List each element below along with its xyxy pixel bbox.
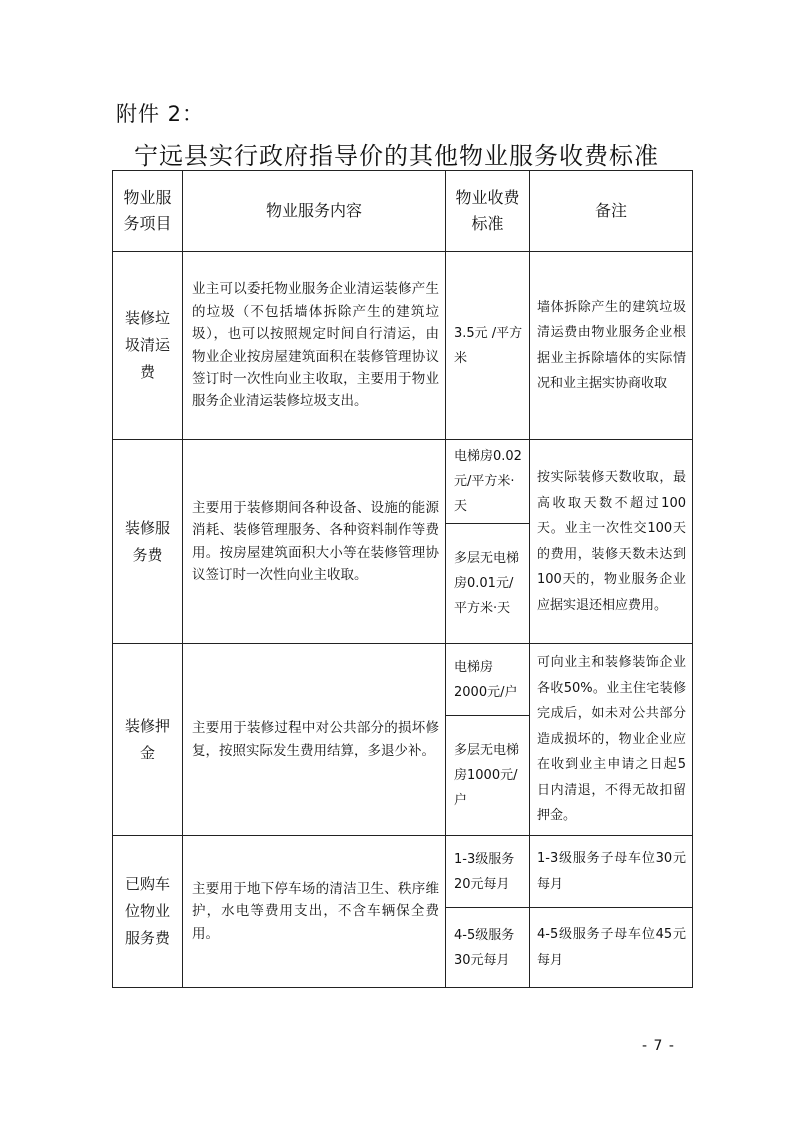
service-item-cell [113, 644, 183, 836]
service-item-cell [113, 440, 183, 644]
fee-cell: 电梯房0.02元/平方米·天 [446, 440, 530, 524]
table-row [113, 440, 693, 524]
table-row [113, 644, 693, 716]
header-fee-standard-text: 物业收费标准 [455, 188, 520, 233]
header-service-content: 物业服务内容 [183, 171, 446, 252]
remarks-cell: 按实际装修天数收取，最高收取天数不超过100天。业主一次性交100天的费用，装修天数未达到100天的，物业服务企业应据实退还相应费用。 [530, 440, 693, 644]
service-content-cell: 主要用于地下停车场的清洁卫生、秩序维护，水电等费用支出，不含车辆保全费用。 [183, 836, 446, 988]
fee-cell: 4-5级服务30元每月 [446, 908, 530, 988]
remarks-cell: 4-5级服务子母车位45元每月 [530, 908, 693, 988]
service-content-cell: 业主可以委托物业服务企业清运装修产生的垃圾（不包括墙体拆除产生的建筑垃圾），也可以按照规定时间自行清运，由物业企业按房屋建筑面积在装修管理协议签订时一次性向业主收取，主要用于物业服务企业清运装修垃圾支出。 [183, 252, 446, 440]
table-row [113, 252, 693, 440]
fee-cell: 1-3级服务20元每月 [446, 836, 530, 908]
service-item-cell [113, 836, 183, 988]
service-item-text: 装修服务费 [124, 518, 170, 564]
remarks-cell: 1-3级服务子母车位30元每月 [530, 836, 693, 908]
fee-standard-table [112, 170, 693, 988]
header-service-item [113, 171, 183, 252]
remarks-cell: 墙体拆除产生的建筑垃圾清运费由物业服务企业根据业主拆除墙体的实际情况和业主据实协商收取 [530, 252, 693, 440]
service-content-cell: 主要用于装修期间各种设备、设施的能源消耗、装修管理服务、各种资料制作等费用。按房屋建筑面积大小等在装修管理协议签订时一次性向业主收取。 [183, 440, 446, 644]
fee-cell: 电梯房2000元/户 [446, 644, 530, 716]
service-item-text: 已购车位物业服务费 [124, 875, 170, 947]
service-item-cell [113, 252, 183, 440]
header-fee-standard [446, 171, 530, 252]
fee-cell: 多层无电梯房1000元/户 [446, 716, 530, 836]
remarks-cell: 可向业主和装修装饰企业各收50%。业主住宅装修完成后，如未对公共部分造成损坏的，物业企业应在收到业主申请之日起5日内清退，不得无故扣留押金。 [530, 644, 693, 836]
service-content-cell: 主要用于装修过程中对公共部分的损坏修复，按照实际发生费用结算，多退少补。 [183, 644, 446, 836]
table-row [113, 836, 693, 908]
page-number: - 7 - [642, 1038, 675, 1054]
service-item-text: 装修垃圾清运费 [124, 309, 170, 381]
document-title: 宁远县实行政府指导价的其他物业服务收费标准 [134, 142, 659, 170]
attachment-label: 附件 2： [116, 102, 205, 126]
service-item-text: 装修押金 [124, 716, 170, 762]
table-header-row [113, 171, 693, 252]
header-service-item-text: 物业服务项目 [123, 188, 172, 233]
fee-cell: 3.5元 /平方米 [446, 252, 530, 440]
header-remarks: 备注 [530, 171, 693, 252]
fee-cell: 多层无电梯房0.01元/平方米·天 [446, 524, 530, 644]
